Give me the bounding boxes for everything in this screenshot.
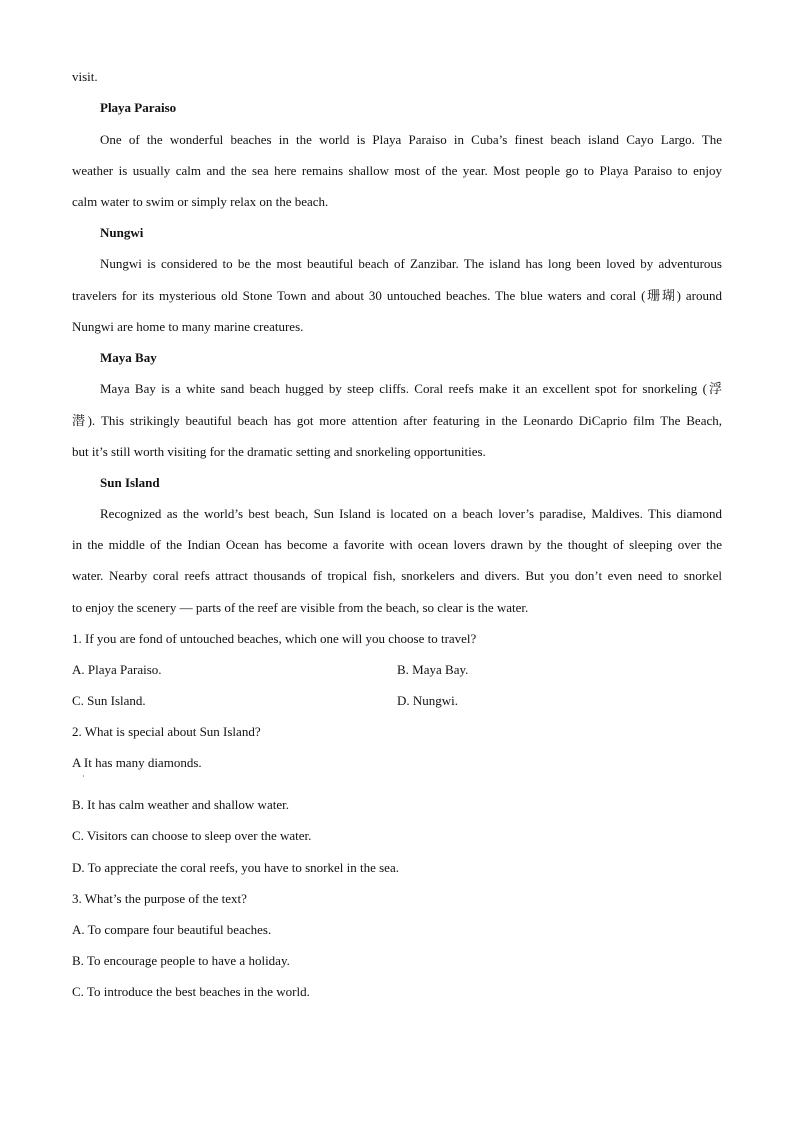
question-2-stem: 2. What is special about Sun Island? (72, 724, 261, 739)
passage-intro-tail: visit. (72, 69, 98, 84)
question-1-option-b: B. Maya Bay. (397, 662, 469, 677)
paragraph-line: travelers for its mysterious old Stone Town and about 30 untouched beaches. The blue waters and coral (珊瑚) around (72, 288, 722, 303)
heading-sun-island: Sun Island (100, 475, 160, 490)
question-3-option-c: C. To introduce the best beaches in the world. (72, 984, 310, 999)
question-3-stem: 3. What’s the purpose of the text? (72, 891, 247, 906)
paragraph-line: weather is usually calm and the sea here remains shallow most of the year. Most people go to Playa Paraiso to enjoy (72, 163, 722, 178)
stray-mark: · (82, 772, 85, 781)
question-1-option-c: C. Sun Island. (72, 693, 146, 708)
paragraph-line: Recognized as the world’s best beach, Sun Island is located on a beach lover’s paradise, Maldives. This diamond (100, 506, 722, 521)
heading-nungwi: Nungwi (100, 225, 144, 240)
question-3-option-a: A. To compare four beautiful beaches. (72, 922, 272, 937)
paragraph-line: Nungwi is considered to be the most beautiful beach of Zanzibar. The island has long been loved by adventurous (100, 256, 722, 271)
paragraph-line: in the middle of the Indian Ocean has become a favorite with ocean lovers drawn by the thought of sleeping over the (72, 537, 722, 552)
paragraph-line: but it’s still worth visiting for the dramatic setting and snorkeling opportunities. (72, 444, 486, 459)
question-3-option-b: B. To encourage people to have a holiday. (72, 953, 290, 968)
paragraph-line: calm water to swim or simply relax on the beach. (72, 194, 329, 209)
question-1-stem: 1. If you are fond of untouched beaches, which one will you choose to travel? (72, 631, 477, 646)
paragraph-line: 潜). This strikingly beautiful beach has got more attention after featuring in the Leonardo DiCaprio film The Beach, (72, 413, 722, 428)
question-2-option-a: A It has many diamonds. (72, 755, 202, 770)
heading-playa-paraiso: Playa Paraiso (100, 100, 177, 115)
paragraph-line: water. Nearby coral reefs attract thousands of tropical fish, snorkelers and divers. But you don’t even need to snorkel (72, 568, 722, 583)
paragraph-line: Nungwi are home to many marine creatures. (72, 319, 304, 334)
heading-maya-bay: Maya Bay (100, 350, 157, 365)
question-1-option-a: A. Playa Paraiso. (72, 662, 162, 677)
paragraph-line: to enjoy the scenery — parts of the reef are visible from the beach, so clear is the water. (72, 600, 529, 615)
question-2-option-d: D. To appreciate the coral reefs, you have to snorkel in the sea. (72, 860, 399, 875)
paragraph-line: One of the wonderful beaches in the world is Playa Paraiso in Cuba’s finest beach island Cayo Largo. The (100, 132, 722, 147)
paragraph-line: Maya Bay is a white sand beach hugged by steep cliffs. Coral reefs make it an excellent spot for snorkeling (浮 (100, 381, 722, 396)
question-2-option-b: B. It has calm weather and shallow water. (72, 797, 289, 812)
question-1-option-d: D. Nungwi. (397, 693, 459, 708)
question-2-option-c: C. Visitors can choose to sleep over the water. (72, 828, 312, 843)
